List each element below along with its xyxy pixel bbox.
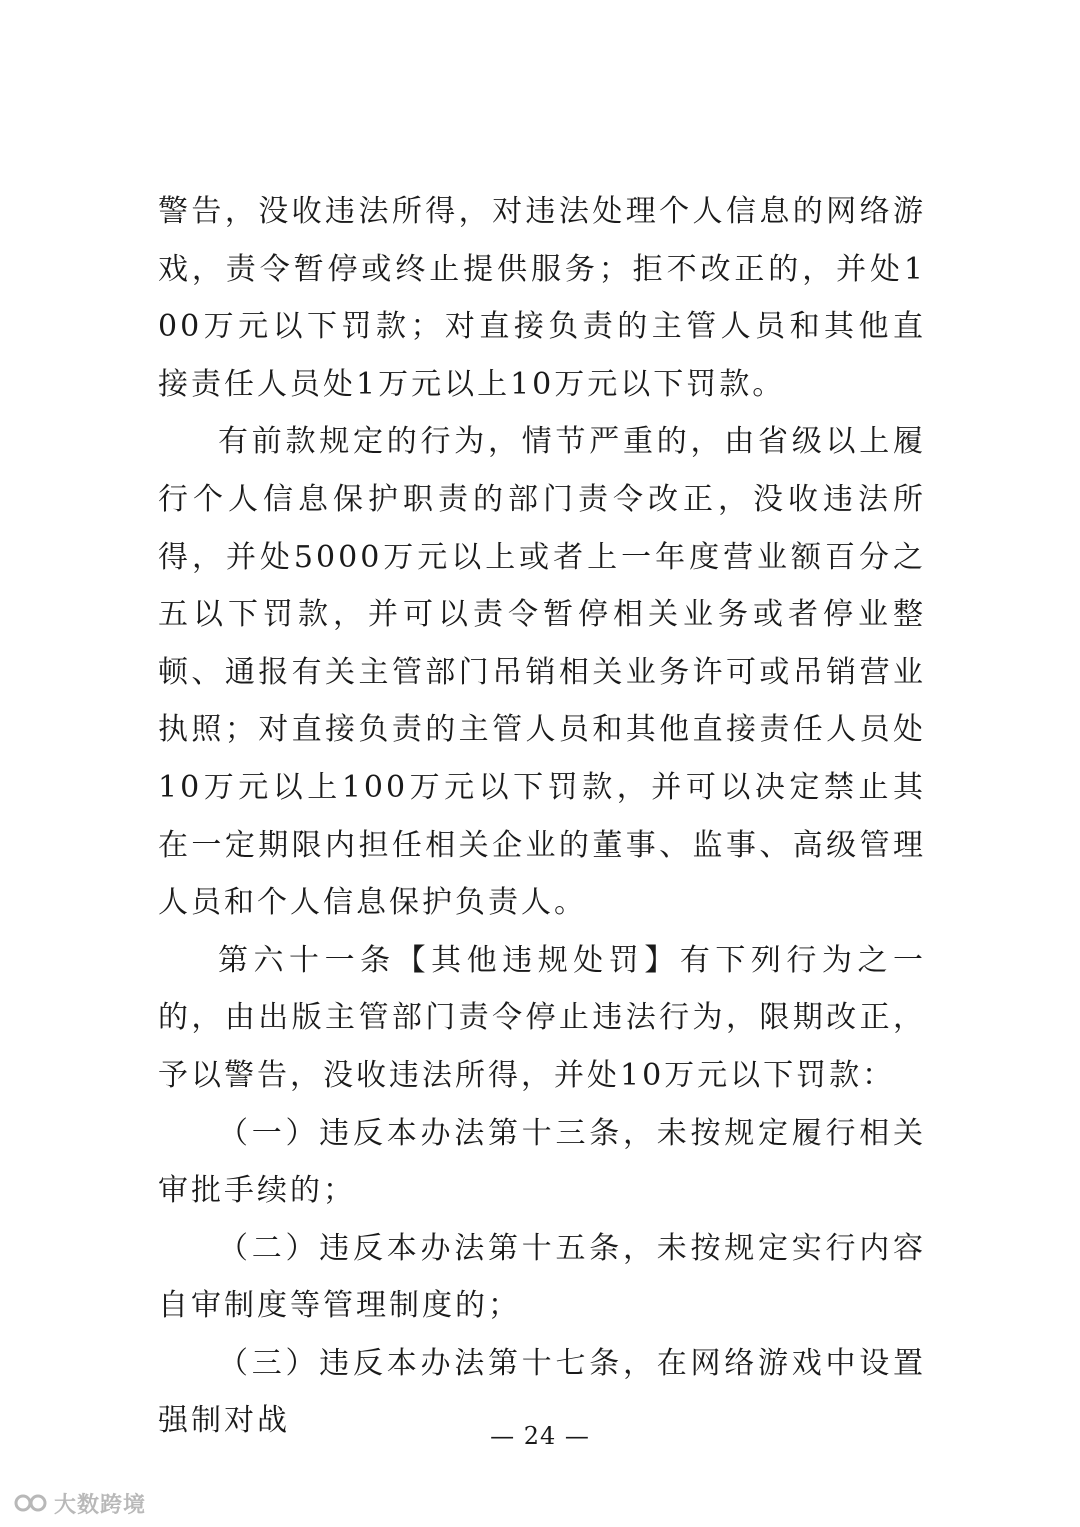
paragraph: （一）违反本办法第十三条，未按规定履行相关审批手续的；	[158, 1115, 926, 1209]
page-number: — 24 —	[490, 1422, 590, 1450]
document-body	[158, 183, 926, 1450]
watermark-text: 大数跨境	[54, 1492, 147, 1518]
brand-logo-icon	[14, 1491, 48, 1515]
paragraph: （二）违反本办法第十五条，未按规定实行内容自审制度等管理制度的；	[158, 1230, 926, 1324]
paragraph: 警告，没收违法所得，对违法处理个人信息的网络游戏，责令暂停或终止提供服务；拒不改正的，并处100万元以下罚款；对直接负责的主管人员和其他直接责任人员处1万元以上10万元以下罚款。	[158, 194, 926, 402]
paragraph: 第六十一条【其他违规处罚】有下列行为之一的，由出版主管部门责令停止违法行为，限期改正，予以警告，没收违法所得，并处10万元以下罚款：	[158, 942, 926, 1093]
paragraph: 有前款规定的行为，情节严重的，由省级以上履行个人信息保护职责的部门责令改正，没收违法所得，并处5000万元以上或者上一年度营业额百分之五以下罚款，并可以责令暂停相关业务或者停业整顿、通报有关主管部门吊销相关业务许可或吊销营业执照；对直接负责的主管人员和其他直接责任人员处10万元以上100万元以下罚款，并可以决定禁止其在一定期限内担任相关企业的董事、监事、高级管理人员和个人信息保护负责人。	[158, 424, 926, 921]
watermark	[14, 1488, 146, 1518]
paragraph: （三）违反本办法第十七条，在网络游戏中设置强制对战	[158, 1345, 926, 1439]
